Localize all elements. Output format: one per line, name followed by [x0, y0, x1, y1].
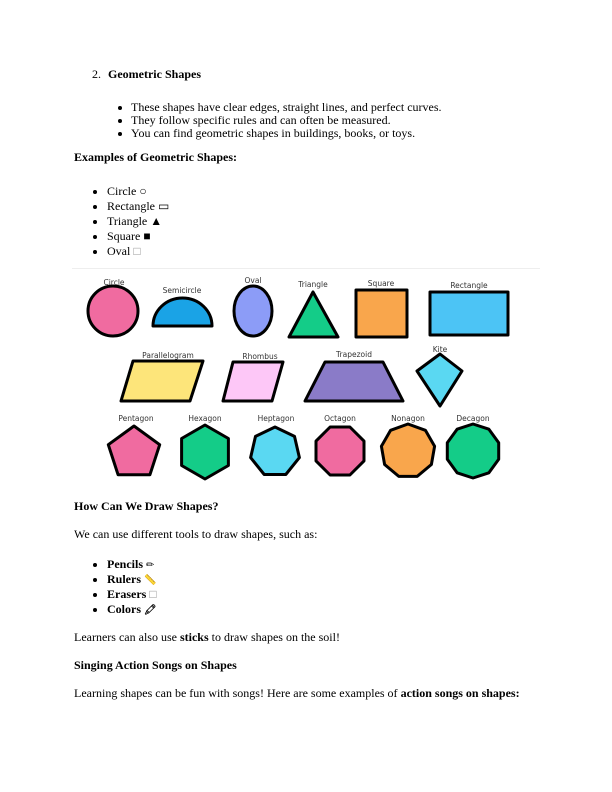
crayon-icon: 🖍: [144, 605, 157, 616]
trapezoid-label: Trapezoid: [336, 350, 372, 359]
decagon-shape: [447, 424, 498, 478]
ruler-icon: 📏: [144, 575, 157, 586]
pentagon-shape: [108, 426, 159, 475]
square-icon: ■: [143, 229, 151, 243]
example-item: [107, 229, 151, 243]
parallelogram-shape: [121, 361, 203, 401]
tool-item: [107, 557, 154, 573]
tool-item: [107, 572, 156, 588]
circle-label: Circle: [103, 278, 125, 287]
bullet: [93, 250, 97, 254]
shapes-figure: [72, 268, 540, 487]
decagon-label: Decagon: [456, 414, 490, 423]
eraser-icon: □: [149, 587, 157, 601]
rhombus-label: Rhombus: [242, 352, 278, 361]
hexagon-shape: [182, 425, 229, 479]
oval-shape: [234, 286, 272, 336]
rectangle-shape: [430, 292, 508, 335]
section-title: Geometric Shapes: [108, 67, 201, 81]
example-item: [107, 214, 162, 228]
kite-label: Kite: [432, 345, 448, 354]
emphasis: sticks: [179, 630, 209, 644]
text: Learners can also use: [74, 630, 180, 644]
bullet: [118, 106, 122, 110]
octagon-shape: [316, 427, 364, 475]
tool-item: [107, 587, 157, 601]
tool-label: Erasers: [107, 587, 147, 601]
tool-label: Colors: [107, 602, 141, 616]
semicircle-shape: [153, 298, 212, 326]
example-item: [107, 199, 169, 213]
semicircle-label: Semicircle: [162, 286, 202, 295]
trapezoid-shape: [305, 362, 403, 401]
oval-label: Oval: [244, 276, 262, 285]
bullet: [93, 593, 97, 597]
intro-bullet: They follow specific rules and can often be measured.: [131, 113, 391, 127]
section-number: 2.: [92, 67, 101, 81]
emphasis: action songs on shapes:: [400, 686, 520, 700]
bullet: [93, 608, 97, 612]
circle-icon: ○: [139, 184, 147, 198]
tool-label: Rulers: [107, 572, 141, 586]
bullet: [93, 190, 97, 194]
example-item: [107, 184, 147, 198]
hexagon-label: Hexagon: [188, 414, 222, 423]
text: Learning shapes can be fun with songs! Here are some examples of: [74, 686, 401, 700]
shapes-illustration: [72, 269, 540, 487]
heptagon-label: Heptagon: [257, 414, 295, 423]
draw-heading: How Can We Draw Shapes?: [74, 499, 219, 513]
example-label: Oval: [107, 244, 131, 258]
example-item: [107, 244, 141, 258]
oval-icon: □: [133, 244, 141, 258]
tool-item: [107, 602, 157, 618]
songs-heading: Singing Action Songs on Shapes: [74, 658, 237, 672]
bullet: [93, 205, 97, 209]
square-label: Square: [367, 279, 395, 288]
bullet: [93, 220, 97, 224]
intro-bullet: You can find geometric shapes in buildings, books, or toys.: [131, 126, 416, 140]
bullet: [93, 563, 97, 567]
circle-shape: [88, 286, 138, 336]
heptagon-shape: [251, 427, 300, 475]
examples-heading: Examples of Geometric Shapes:: [74, 150, 237, 164]
triangle-label: Triangle: [298, 280, 328, 289]
songs-paragraph: [74, 686, 520, 700]
intro-bullet: These shapes have clear edges, straight lines, and perfect curves.: [131, 100, 442, 114]
text: to draw shapes on the soil!: [208, 630, 340, 644]
example-label: Circle: [107, 184, 137, 198]
square-shape: [356, 290, 407, 337]
bullet: [118, 132, 122, 136]
rhombus-shape: [223, 362, 283, 401]
bullet: [118, 119, 122, 123]
sticks-paragraph: [74, 630, 340, 644]
rectangle-icon: ▭: [157, 199, 170, 213]
nonagon-label: Nonagon: [391, 414, 425, 423]
example-label: Triangle: [107, 214, 148, 228]
bullet: [93, 235, 97, 239]
pentagon-label: Pentagon: [118, 414, 154, 423]
example-label: Square: [107, 229, 141, 243]
nonagon-shape: [381, 424, 434, 476]
pencil-icon: ✏: [146, 560, 155, 571]
example-label: Rectangle: [107, 199, 155, 213]
bullet: [93, 578, 97, 582]
rectangle-label: Rectangle: [450, 281, 488, 290]
octagon-label: Octagon: [324, 414, 356, 423]
triangle-icon: ▲: [150, 214, 163, 228]
parallelogram-label: Parallelogram: [142, 351, 194, 360]
kite-shape: [417, 354, 462, 406]
draw-intro: We can use different tools to draw shapes, such as:: [74, 527, 318, 541]
triangle-shape: [289, 292, 338, 337]
tool-label: Pencils: [107, 557, 143, 571]
